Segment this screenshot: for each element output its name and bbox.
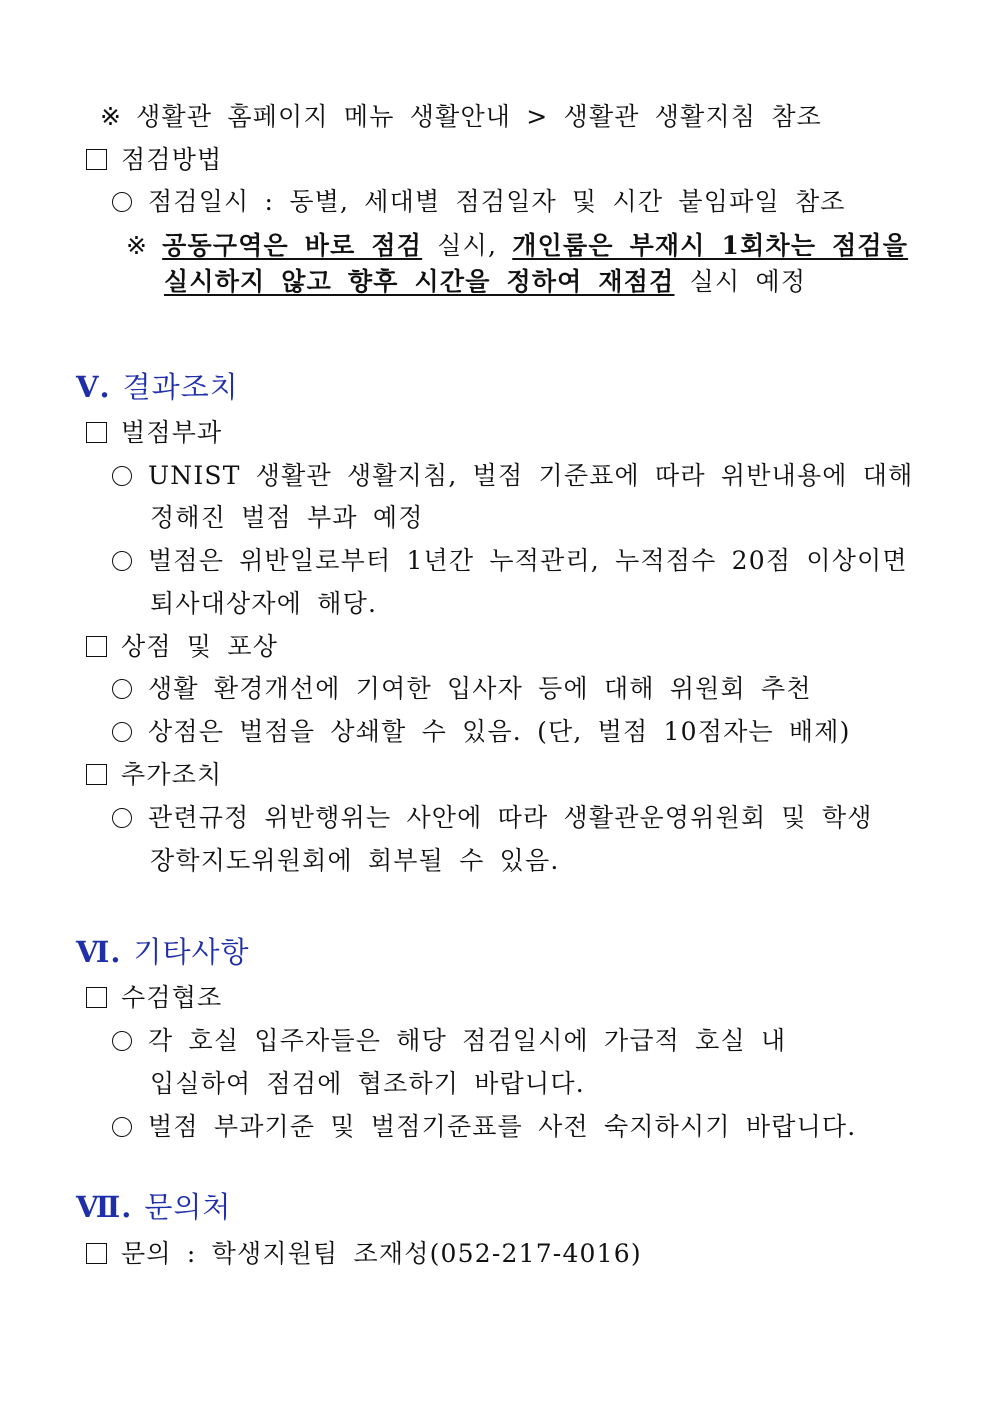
penalty-title: 벌점부과 <box>121 418 223 447</box>
circle-bullet-icon <box>112 722 132 742</box>
reference-note <box>100 100 822 134</box>
note-text-1: 실시, <box>422 231 513 260</box>
merit-item-1 <box>112 672 812 706</box>
circle-bullet-icon <box>112 192 132 212</box>
section-7-title: 문의처 <box>144 1190 232 1224</box>
penalty-item-2-line1 <box>112 544 908 578</box>
penalty-item-2-text: 벌점은 위반일로부터 1년간 누적관리, 누적점수 20점 이상이면 <box>148 546 908 575</box>
circle-bullet-icon <box>112 466 132 486</box>
cooperation-item-2 <box>112 1110 856 1144</box>
checkbox-square-icon <box>86 987 107 1008</box>
method-item-text: 점검일시 : 동별, 세대별 점검일자 및 시간 붙임파일 참조 <box>148 187 846 216</box>
inspection-note-line2 <box>164 265 806 299</box>
cooperation-item-1-line2: 입실하여 점검에 협조하기 바랍니다. <box>150 1069 585 1098</box>
reference-mark: ※ <box>100 102 123 131</box>
note-underlined-2: 개인룸은 부재시 1회차는 점검을 <box>512 231 909 260</box>
penalty-item-1-text: UNIST 생활관 생활지침, 벌점 기준표에 따라 위반내용에 대해 <box>148 461 914 490</box>
section-5-title: 결과조치 <box>122 370 239 404</box>
note-underlined-3: 실시하지 않고 향후 시간을 정하여 재점검 <box>164 267 675 296</box>
reference-text: 생활관 홈페이지 메뉴 생활안내 > 생활관 생활지침 참조 <box>136 102 823 131</box>
checkbox-square-icon <box>86 1243 107 1264</box>
merit-item-2-text: 상점은 벌점을 상쇄할 수 있음. (단, 벌점 10점자는 배제) <box>148 717 851 746</box>
extra-item-1-line1 <box>112 801 873 835</box>
merit-title: 상점 및 포상 <box>121 632 279 661</box>
section-6-heading <box>76 933 250 971</box>
section-6-number: Ⅵ. <box>76 935 122 969</box>
note-underlined-1: 공동구역은 바로 점검 <box>162 231 423 260</box>
contact-text: 문의 : 학생지원팀 조재성(052-217-4016) <box>121 1239 642 1268</box>
extra-item-1-text: 관련규정 위반행위는 사안에 따라 생활관운영위원회 및 학생 <box>148 803 873 832</box>
penalty-item-1-line2: 정해진 벌점 부과 예정 <box>150 503 424 532</box>
checkbox-square-icon <box>86 149 107 170</box>
cooperation-item-2-text: 벌점 부과기준 및 벌점기준표를 사전 숙지하시기 바랍니다. <box>148 1112 857 1141</box>
circle-bullet-icon <box>112 1031 132 1051</box>
merit-item-1-text: 생활 환경개선에 기여한 입사자 등에 대해 위원회 추천 <box>148 674 812 703</box>
note-mark: ※ <box>126 231 149 260</box>
section-7-heading <box>76 1188 231 1226</box>
cooperation-heading <box>86 981 222 1015</box>
penalty-item-2-line2: 퇴사대상자에 해당. <box>150 589 378 618</box>
method-item <box>112 185 846 219</box>
circle-bullet-icon <box>112 551 132 571</box>
method-title: 점검방법 <box>121 145 223 174</box>
method-heading <box>86 143 222 177</box>
section-6-title: 기타사항 <box>133 935 250 969</box>
contact-line <box>86 1237 642 1271</box>
circle-bullet-icon <box>112 808 132 828</box>
note-text-2: 실시 예정 <box>674 267 807 296</box>
section-5-heading <box>76 368 239 406</box>
inspection-note-line1 <box>126 229 908 263</box>
merit-heading <box>86 630 278 664</box>
circle-bullet-icon <box>112 679 132 699</box>
cooperation-item-1-line1 <box>112 1024 786 1058</box>
cooperation-item-1-text: 각 호실 입주자들은 해당 점검일시에 가급적 호실 내 <box>148 1026 787 1055</box>
extra-item-1-line2: 장학지도위원회에 회부될 수 있음. <box>150 846 560 875</box>
extra-title: 추가조치 <box>121 760 223 789</box>
penalty-item-1-line1 <box>112 459 914 493</box>
checkbox-square-icon <box>86 422 107 443</box>
merit-item-2 <box>112 715 851 749</box>
penalty-heading <box>86 416 222 450</box>
cooperation-title: 수검협조 <box>121 983 223 1012</box>
checkbox-square-icon <box>86 764 107 785</box>
section-7-number: Ⅶ. <box>76 1190 133 1224</box>
checkbox-square-icon <box>86 636 107 657</box>
section-5-number: Ⅴ. <box>76 370 111 404</box>
extra-heading <box>86 758 222 792</box>
circle-bullet-icon <box>112 1117 132 1137</box>
